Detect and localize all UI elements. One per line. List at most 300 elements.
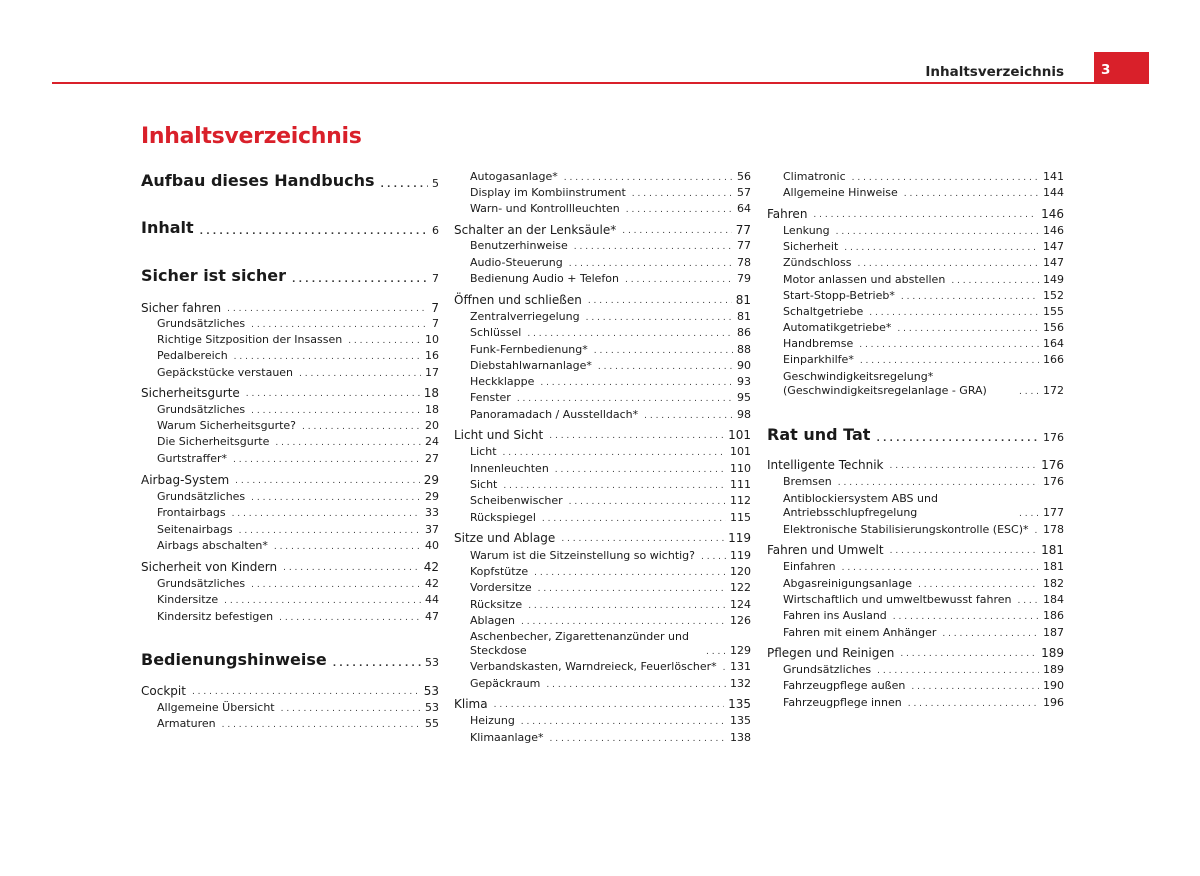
dot-leader [1035,525,1039,537]
toc-entry[interactable] [141,538,439,553]
dot-leader [625,274,733,286]
dot-leader [836,226,1039,238]
toc-entry[interactable] [141,576,439,591]
toc-entry[interactable] [767,288,1064,303]
dot-leader [299,368,421,380]
toc-entry-title: Fahren [767,207,808,221]
dot-leader [574,241,733,253]
dot-leader [632,188,733,200]
header-rule [52,82,1149,84]
toc-entry-title: Pedalbereich [157,349,228,362]
dot-leader [723,662,726,674]
dot-leader [251,492,421,504]
toc-entry-page: 101 [728,428,751,442]
toc-entry[interactable] [454,530,751,545]
dot-leader [904,188,1039,200]
dot-leader [546,679,726,691]
toc-entry-page: 122 [730,581,751,594]
toc-entry[interactable] [454,255,751,270]
toc-entry-page: 42 [423,560,439,574]
toc-entry-page: 146 [1041,207,1064,221]
dot-leader [893,611,1039,623]
toc-entry[interactable] [767,320,1064,335]
toc-entry-title: Intelligente Technik [767,458,884,472]
toc-entry-title: Licht [470,445,497,458]
toc-entry-page: 81 [735,293,751,307]
toc-entry[interactable] [767,576,1064,591]
toc-entry[interactable] [767,625,1064,640]
dot-leader [281,703,421,715]
toc-entry[interactable] [141,522,439,537]
toc-entry[interactable] [141,648,439,670]
toc-entry-title: Kindersitze [157,593,219,606]
toc-entry[interactable] [141,216,439,238]
toc-entry-title: Verbandskasten, Warndreieck, Feuerlöscher* [470,660,717,673]
toc-entry[interactable] [454,390,751,405]
toc-entry[interactable] [141,418,439,433]
toc-entry[interactable] [454,493,751,508]
toc-entry-page: 181 [1041,543,1064,557]
toc-entry-title: Warum Sicherheitsgurte? [157,419,297,432]
toc-entry-title: Aufbau dieses Handbuchs [141,171,375,190]
toc-entry-title: Armaturen [157,717,216,730]
toc-entry-title: Climatronic [783,170,846,183]
toc-entry-title: Autogasanlage* [470,170,558,183]
dot-leader [564,172,733,184]
toc-entry-title: Fahren mit einem Anhänger [783,626,937,639]
toc-entry[interactable] [454,374,751,389]
toc-entry[interactable] [141,348,439,363]
toc-entry-title: Zentralverriegelung [470,310,580,323]
toc-entry-title: Klima [454,697,488,711]
toc-entry-title: Pflegen und Reinigen [767,646,895,660]
toc-entry-page: 196 [1043,696,1064,709]
dot-leader [549,430,724,442]
toc-entry-page: 126 [730,614,751,627]
toc-entry[interactable] [767,678,1064,693]
toc-entry-page: 55 [425,717,439,730]
toc-entry[interactable] [141,402,439,417]
toc-entry-title: Sicher fahren [141,301,222,315]
toc-entry[interactable] [454,342,751,357]
toc-entry[interactable] [454,548,751,563]
dot-leader [224,595,421,607]
toc-entry-title: Sicher ist sicher [141,266,287,285]
toc-entry-title: Wirtschaftlich und umweltbewusst fahren [783,593,1012,606]
toc-entry-page: 147 [1043,240,1064,253]
toc-entry[interactable] [454,444,751,459]
toc-entry-page: 81 [737,310,751,323]
dot-leader [233,454,421,466]
toc-entry-title: Rat und Tat [767,425,871,444]
toc-entry-title: Benutzerhinweise [470,239,568,252]
toc-entry-title: Abgasreinigungsanlage [783,577,912,590]
toc-entry-title: Fahren und Umwelt [767,543,884,557]
dot-leader [890,460,1038,472]
toc-entry-page: 64 [737,202,751,215]
toc-entry-title: Lenkung [783,224,830,237]
toc-entry-page: 20 [425,419,439,432]
dot-leader [706,646,726,658]
toc-entry[interactable] [767,368,1064,398]
toc-entry-page: 129 [730,644,751,657]
toc-entry[interactable] [141,365,439,380]
toc-entry-title: Gepäckstücke verstauen [157,366,294,379]
toc-entry-page: 144 [1043,186,1064,199]
toc-entry-page: 149 [1043,273,1064,286]
toc-entry[interactable] [454,271,751,286]
toc-entry-page: 119 [730,549,751,562]
dot-leader [251,405,421,417]
dot-leader [701,551,726,563]
toc-entry-page: 90 [737,359,751,372]
toc-entry-page: 56 [737,170,751,183]
toc-entry-title: Gepäckraum [470,677,541,690]
dot-leader [869,307,1039,319]
toc-entry-title: Zündschloss [783,256,852,269]
toc-entry-page: 176 [1043,475,1064,488]
toc-entry-title: Rückspiegel [470,511,536,524]
toc-entry[interactable] [454,580,751,595]
dot-leader [192,686,420,698]
toc-entry[interactable] [454,564,751,579]
toc-entry-page: 18 [423,386,439,400]
toc-entry-page: 112 [730,494,751,507]
toc-entry-page: 146 [1043,224,1064,237]
toc-entry[interactable] [454,325,751,340]
toc-entry[interactable] [141,489,439,504]
dot-leader [860,355,1039,367]
dot-leader [227,303,427,315]
dot-leader [622,225,732,237]
toc-entry[interactable] [767,662,1064,677]
toc-entry-page: 7 [431,301,439,315]
toc-entry[interactable] [454,222,751,237]
dot-leader [918,579,1039,591]
toc-entry-page: 152 [1043,289,1064,302]
dot-leader [234,351,421,363]
toc-entry-title: Kopfstütze [470,565,529,578]
dot-leader [876,433,1039,445]
toc-entry-title: Innenleuchten [470,462,549,475]
toc-entry-title: Sicherheitsgurte [141,386,240,400]
toc-entry-page: 27 [425,452,439,465]
toc-entry[interactable] [767,185,1064,200]
toc-entry-page: 16 [425,349,439,362]
dot-leader [380,179,428,191]
toc-entry[interactable] [454,597,751,612]
toc-entry-page: 111 [730,478,751,491]
dot-leader [251,579,421,591]
dot-leader [569,258,733,270]
toc-entry-page: 156 [1043,321,1064,334]
toc-entry-page: 115 [730,511,751,524]
toc-entry-page: 88 [737,343,751,356]
dot-leader [838,477,1039,489]
toc-entry[interactable] [767,474,1064,489]
dot-leader [235,475,420,487]
toc-entry[interactable] [141,332,439,347]
toc-entry[interactable] [141,559,439,574]
toc-entry-page: 53 [425,701,439,714]
dot-leader [626,204,733,216]
toc-entry-page: 184 [1043,593,1064,606]
toc-entry[interactable] [454,659,751,674]
toc-entry-page: 187 [1043,626,1064,639]
toc-entry-page: 17 [425,366,439,379]
toc-entry[interactable] [767,352,1064,367]
toc-entry-title: Heizung [470,714,515,727]
toc-entry-page: 101 [730,445,751,458]
toc-entry[interactable] [141,592,439,607]
toc-entry[interactable] [454,628,751,658]
toc-entry[interactable] [141,451,439,466]
toc-entry-page: 6 [432,224,439,237]
toc-entry-page: 77 [737,239,751,252]
toc-entry-page: 172 [1043,384,1064,397]
toc-entry[interactable] [767,255,1064,270]
toc-entry[interactable] [767,272,1064,287]
toc-entry[interactable] [454,427,751,442]
dot-leader [503,447,726,459]
toc-entry-page: 29 [425,490,439,503]
toc-entry[interactable] [454,358,751,373]
toc-entry[interactable] [454,169,751,184]
toc-entry[interactable] [454,676,751,691]
toc-entry-page: 131 [730,660,751,673]
toc-entry[interactable] [141,505,439,520]
dot-leader [279,612,421,624]
toc-entry-title: Sicht [470,478,498,491]
toc-entry-page: 37 [425,523,439,536]
toc-entry[interactable] [141,609,439,624]
dot-leader [877,665,1039,677]
toc-entry-title: Antiblockiersystem ABS und Antriebsschlupfregelung [783,492,938,519]
toc-entry[interactable] [141,316,439,331]
toc-entry-title: Fahren ins Ausland [783,609,887,622]
toc-entry[interactable] [767,645,1064,660]
dot-leader [527,328,733,340]
dot-leader [561,533,724,545]
toc-entry-title: Rücksitze [470,598,523,611]
toc-entry-title: Frontairbags [157,506,226,519]
toc-entry[interactable] [141,472,439,487]
toc-entry[interactable] [454,477,751,492]
toc-entry[interactable] [141,700,439,715]
toc-entry-title: Richtige Sitzposition der Insassen [157,333,343,346]
toc-entry[interactable] [454,461,751,476]
toc-entry-title: Cockpit [141,684,186,698]
toc-entry-page: 24 [425,435,439,448]
toc-entry-page: 132 [730,677,751,690]
toc-entry[interactable] [141,683,439,698]
dot-leader [246,388,420,400]
toc-entry-page: 138 [730,731,751,744]
toc-entry-title: Bremsen [783,475,832,488]
toc-entry-title: Start-Stopp-Betrieb* [783,289,895,302]
toc-entry[interactable] [767,304,1064,319]
dot-leader [908,698,1039,710]
toc-entry[interactable] [767,592,1064,607]
dot-leader [598,361,733,373]
toc-entry[interactable] [767,542,1064,557]
toc-entry-page: 182 [1043,577,1064,590]
toc-entry[interactable] [454,613,751,628]
toc-entry-title: Vordersitze [470,581,532,594]
dot-leader [569,496,726,508]
toc-entry-title: Sitze und Ablage [454,531,556,545]
dot-leader [550,733,726,745]
toc-entry[interactable] [767,490,1064,520]
toc-entry[interactable] [767,695,1064,710]
dot-leader [644,410,733,422]
dot-leader [517,393,733,405]
toc-entry-page: 93 [737,375,751,388]
toc-entry-page: 7 [432,272,439,285]
dot-leader [1019,386,1039,398]
dot-leader [1017,595,1039,607]
toc-entry-page: 190 [1043,679,1064,692]
toc-entry-page: 29 [423,473,439,487]
dot-leader [538,583,726,595]
toc-entry-title: Klimaanlage* [470,731,544,744]
toc-entry-title: Schaltgetriebe [783,305,864,318]
toc-entry-title: Heckklappe [470,375,535,388]
dot-leader [911,681,1039,693]
toc-entry[interactable] [767,608,1064,623]
toc-entry[interactable] [767,206,1064,221]
toc-entry[interactable] [141,434,439,449]
dot-leader [521,616,726,628]
toc-entry[interactable] [767,559,1064,574]
toc-entry-page: 42 [425,577,439,590]
toc-entry-page: 124 [730,598,751,611]
dot-leader [890,545,1038,557]
toc-entry-title: Aschenbecher, Zigarettenanzünder und Steckdose [470,630,689,657]
running-header-title: Inhaltsverzeichnis [925,64,1064,80]
toc-entry[interactable] [454,713,751,728]
toc-entry-page: 166 [1043,353,1064,366]
toc-entry[interactable] [454,185,751,200]
toc-entry-page: 119 [728,531,751,545]
toc-entry-title: Grundsätzliches [157,577,246,590]
toc-entry[interactable] [141,300,439,315]
dot-leader [588,295,732,307]
toc-entry-title: Motor anlassen und abstellen [783,273,946,286]
toc-entry-page: 189 [1043,663,1064,676]
dot-leader [857,258,1039,270]
toc-entry-page: 98 [737,408,751,421]
toc-entry-page: 135 [728,697,751,711]
toc-entry-page: 181 [1043,560,1064,573]
toc-entry-title: Inhalt [141,218,194,237]
toc-entry-page: 79 [737,272,751,285]
toc-entry-title: Seitenairbags [157,523,233,536]
toc-entry-page: 44 [425,593,439,606]
toc-entry-page: 164 [1043,337,1064,350]
toc-entry-title: Einparkhilfe* [783,353,854,366]
toc-entry[interactable] [454,292,751,307]
toc-entry[interactable] [141,169,439,191]
dot-leader [222,719,421,731]
toc-entry-page: 155 [1043,305,1064,318]
toc-entry-page: 110 [730,462,751,475]
dot-leader [275,437,421,449]
dot-leader [852,172,1039,184]
toc-entry[interactable] [454,730,751,745]
dot-leader [292,274,428,286]
toc-entry-page: 47 [425,610,439,623]
dot-leader [503,480,726,492]
toc-entry[interactable] [454,309,751,324]
toc-entry[interactable] [454,510,751,525]
toc-entry-title: Funk-Fernbedienung* [470,343,588,356]
toc-entry-page: 135 [730,714,751,727]
toc-entry-title: Fahrzeugpflege außen [783,679,906,692]
toc-entry-title: Licht und Sicht [454,428,544,442]
toc-entry[interactable] [141,264,439,286]
toc-entry-title: Grundsätzliches [157,403,246,416]
toc-entry-title: Geschwindigkeitsregelung* (Geschwindigkeitsregelanlage - GRA) [783,370,987,397]
toc-entry-page: 141 [1043,170,1064,183]
toc-entry-title: Elektronische Stabilisierungskontrolle (ESC)* [783,523,1029,536]
toc-entry[interactable] [767,522,1064,537]
toc-entry-page: 176 [1043,431,1064,444]
dot-leader [1019,508,1039,520]
toc-entry-title: Allgemeine Übersicht [157,701,275,714]
toc-entry-page: 186 [1043,609,1064,622]
toc-entry[interactable] [767,239,1064,254]
toc-entry[interactable] [767,423,1064,445]
toc-entry[interactable] [767,457,1064,472]
toc-entry-title: Audio-Steuerung [470,256,563,269]
dot-leader [900,648,1037,660]
dot-leader [586,312,733,324]
toc-entry-page: 86 [737,326,751,339]
toc-entry-title: Grundsätzliches [157,317,246,330]
dot-leader [283,562,420,574]
dot-leader [901,291,1039,303]
toc-entry-title: Airbag-System [141,473,230,487]
toc-entry[interactable] [767,169,1064,184]
dot-leader [521,716,726,728]
toc-entry[interactable] [767,223,1064,238]
toc-entry-page: 147 [1043,256,1064,269]
toc-entry-title: Panoramadach / Ausstelldach* [470,408,639,421]
toc-entry-title: Schalter an der Lenksäule* [454,223,617,237]
toc-entry[interactable] [141,385,439,400]
toc-entry-title: Sicherheit von Kindern [141,560,278,574]
toc-entry-title: Scheibenwischer [470,494,563,507]
toc-entry-title: Allgemeine Hinweise [783,186,898,199]
toc-entry-title: Sicherheit [783,240,839,253]
toc-entry-page: 189 [1041,646,1064,660]
dot-leader [842,562,1039,574]
dot-leader [494,699,725,711]
toc-entry-page: 10 [425,333,439,346]
toc-entry[interactable] [141,716,439,731]
toc-entry[interactable] [767,336,1064,351]
toc-entry[interactable] [454,407,751,422]
dot-leader [528,600,726,612]
dot-leader [555,464,726,476]
toc-entry[interactable] [454,201,751,216]
toc-entry[interactable] [454,696,751,711]
toc-entry-title: Einfahren [783,560,836,573]
toc-entry[interactable] [454,238,751,253]
toc-entry-title: Die Sicherheitsgurte [157,435,270,448]
dot-leader [813,209,1037,221]
